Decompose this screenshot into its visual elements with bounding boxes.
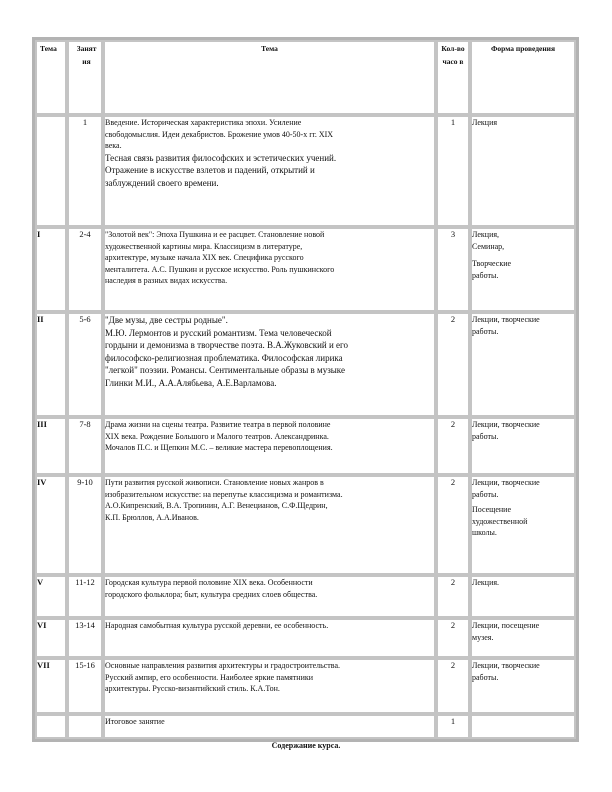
row-form (470, 618, 576, 658)
row-theme-number: III (35, 417, 67, 475)
form-line: художественной (472, 516, 528, 526)
form-line: музея. (472, 632, 494, 642)
row-form (470, 115, 576, 227)
header-hours-text: Кол-во часо в (441, 44, 465, 66)
table-row (35, 417, 576, 475)
row-hours: 2 (436, 417, 470, 475)
header-form-text: Форма проведения (490, 44, 556, 53)
row-hours: 1 (436, 115, 470, 227)
row-form (470, 658, 576, 714)
row-topic (103, 575, 436, 618)
topic-line: менталитета. А.С. Пушкин и русское искусство. Роль пушкинского (105, 264, 335, 274)
row-hours: 2 (436, 658, 470, 714)
form-line: Творческие (472, 259, 512, 268)
topic-line: Введение. Историческая характеристика эпохи. Усиление (105, 118, 302, 127)
row-hours: 2 (436, 475, 470, 575)
row-theme-number: VII (35, 658, 67, 714)
topic-line: архитектуре, музыке начала XIX век. Специфика русского (105, 253, 304, 262)
row-class-number: 1 (67, 115, 103, 227)
row-form (470, 312, 576, 417)
topic-line: Драма жизни на сцены театра. Развитие театра в первой половине (105, 420, 331, 429)
form-line: работы. (472, 270, 499, 280)
table-row (35, 658, 576, 714)
row-theme-number (35, 714, 67, 739)
row-class-number (67, 714, 103, 739)
topic-line: "Золотой век": Эпоха Пушкина и ее расцвет. Становление новой (105, 230, 325, 239)
row-hours: 1 (436, 714, 470, 739)
row-topic (103, 312, 436, 417)
header-class (67, 40, 103, 115)
row-theme-number: I (35, 227, 67, 312)
row-hours: 3 (436, 227, 470, 312)
header-row (35, 40, 576, 115)
topic-line: Народная самобытная культура русской деревни, ее особенность. (105, 621, 329, 630)
row-form (470, 575, 576, 618)
topic-line: философско-религиозная проблематика. Философская лирика (105, 352, 343, 363)
topic-line: Русский ампир, его особенности. Наиболее яркие памятники (105, 672, 314, 682)
topic-line: XIX века. Рождение Большого и Малого театров. Александринка. (105, 431, 329, 441)
topic-line: К.П. Брюллов, А.А.Иванов. (105, 512, 199, 522)
topic-line: Мочалов П.С. и Щепкин М.С. – великие мастера перевоплощения. (105, 443, 333, 452)
topic-line: городского фольклора; быт, культура средних слоев общества. (105, 589, 318, 599)
row-topic (103, 227, 436, 312)
row-class-number: 13-14 (67, 618, 103, 658)
row-hours: 2 (436, 575, 470, 618)
table-row (35, 575, 576, 618)
row-class-number: 5-6 (67, 312, 103, 417)
topic-line: Тесная связь развития философских и эстетических учений. (105, 152, 337, 163)
form-line: Лекции, творческие (472, 661, 540, 670)
table-row (35, 475, 576, 575)
header-form (470, 40, 576, 115)
row-hours: 2 (436, 618, 470, 658)
form-line: Лекция. (472, 578, 500, 587)
row-class-number: 2-4 (67, 227, 103, 312)
header-topic: Тема (103, 40, 436, 115)
form-line: Посещение (472, 505, 511, 514)
topic-line: свободомыслия. Идеи декабристов. Брожение умов 40-50-х гг. XIX (105, 129, 334, 139)
topic-line: Глинки М.И., А.А.Алябьева, А.Е.Варламова. (105, 377, 277, 388)
form-line: Лекция, (472, 230, 500, 239)
topic-line: М.Ю. Лермонтов и русский романтизм. Тема человеческой (105, 327, 332, 338)
topic-line: Пути развития русской живописи. Становление новых жанров в (105, 478, 324, 487)
row-hours: 2 (436, 312, 470, 417)
table-row (35, 312, 576, 417)
row-topic (103, 714, 436, 739)
row-form (470, 475, 576, 575)
course-plan-table (32, 37, 579, 742)
row-theme-number: VI (35, 618, 67, 658)
row-form (470, 227, 576, 312)
topic-line: века. (105, 141, 122, 150)
form-line: Семинар, (472, 241, 505, 251)
topic-line: архитектуры. Русско-византийский стиль. К.А.Тон. (105, 684, 280, 693)
row-class-number: 7-8 (67, 417, 103, 475)
table-caption: Содержание курса. (271, 741, 341, 750)
table-row (35, 227, 576, 312)
topic-line: гордыни и демонизма в творчестве поэта. В.А.Жуковский и его (105, 340, 348, 350)
row-class-number: 9-10 (67, 475, 103, 575)
row-topic (103, 658, 436, 714)
row-class-number: 15-16 (67, 658, 103, 714)
topic-line: Отражение в искусстве взлетов и падений, открытий и (105, 165, 315, 175)
topic-line: наследия в разных видах искусства. (105, 276, 228, 285)
topic-line: Основные направления развития архитектуры и градостроительства. (105, 661, 341, 670)
topic-line: изобразительном искусстве: на перепутье классицизма и романтизма. (105, 489, 343, 499)
form-line: работы. (472, 672, 499, 682)
table-row (35, 714, 576, 739)
header-theme: Тема (35, 40, 67, 115)
row-theme-number: IV (35, 475, 67, 575)
form-line: работы. (472, 489, 499, 499)
form-line: школы. (472, 528, 497, 537)
form-line: Лекции, творческие (472, 315, 540, 324)
topic-line: "легкой" поэзии. Романсы. Сентиментальные образы в музыке (105, 365, 345, 375)
form-line: Лекция (472, 118, 498, 127)
form-line: Лекции, творческие (472, 478, 540, 487)
row-class-number: 11-12 (67, 575, 103, 618)
row-theme-number (35, 115, 67, 227)
table-row (35, 618, 576, 658)
row-theme-number: V (35, 575, 67, 618)
row-topic (103, 475, 436, 575)
header-hours (436, 40, 470, 115)
topic-line: Итоговое занятие (105, 717, 165, 726)
row-topic (103, 417, 436, 475)
form-line: Лекции, посещение (472, 621, 540, 630)
table-body (35, 115, 576, 739)
header-class-text: Занят ия (76, 44, 97, 66)
topic-line: художественной картины мира. Классицизм в литературе, (105, 241, 303, 251)
form-line: работы. (472, 326, 499, 336)
row-form (470, 417, 576, 475)
row-topic (103, 115, 436, 227)
topic-line: "Две музы, две сестры родные". (105, 315, 228, 325)
table-row (35, 115, 576, 227)
topic-line: заблуждений своего времени. (105, 177, 219, 188)
form-line: работы. (472, 431, 499, 441)
topic-line: А.О.Кипренский, В.А. Тропинин, А.Г. Венецианов, С.Ф.Щедрин, (105, 501, 328, 510)
form-line: Лекции, творческие (472, 420, 540, 429)
row-topic (103, 618, 436, 658)
row-theme-number: II (35, 312, 67, 417)
row-form (470, 714, 576, 739)
topic-line: Городская культура первой половине XIX века. Особенности (105, 578, 313, 587)
